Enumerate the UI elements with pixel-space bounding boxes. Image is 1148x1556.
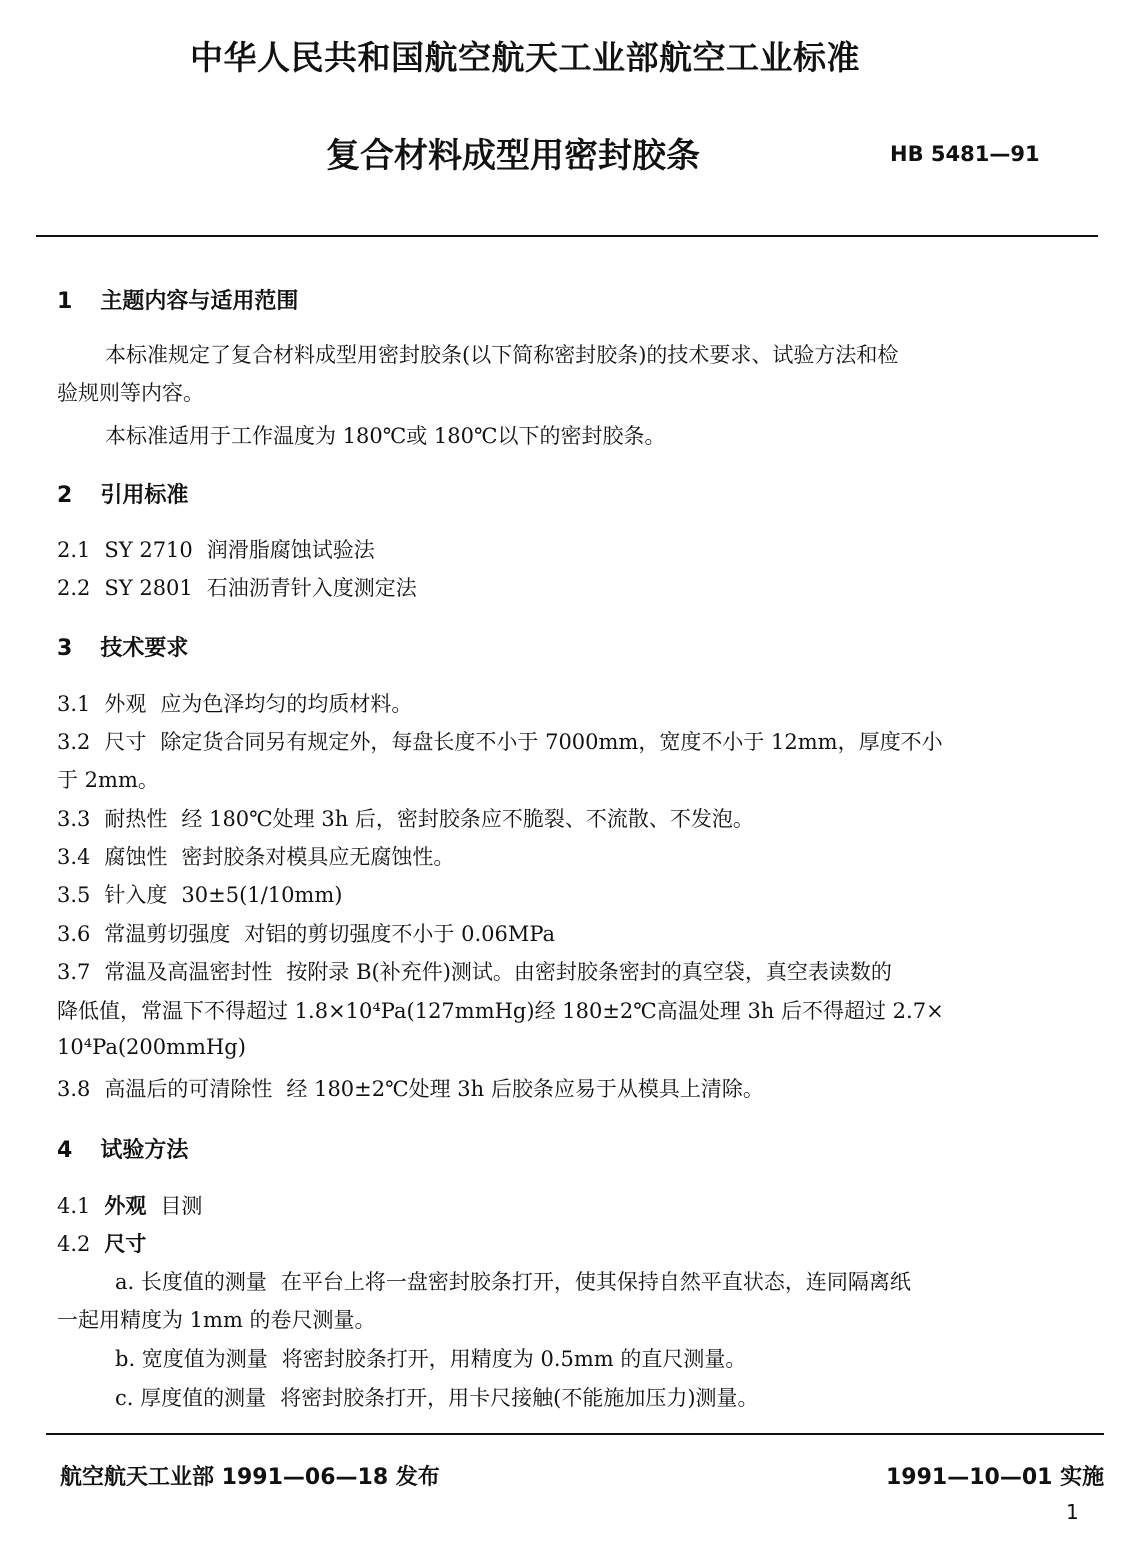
- section-4-heading: [57, 1133, 188, 1164]
- item-text: 按附录 B(补充件)测试。由密封胶条密封的真空袋，真空表读数的: [286, 960, 892, 984]
- issue-date: 航空航天工业部 1991—06—18 发布: [60, 1465, 440, 1490]
- effective-date: 1991—10—01 实施: [886, 1465, 1105, 1490]
- standard-code: HB 5481—91: [890, 142, 1040, 166]
- item-number: 3.2: [57, 730, 91, 754]
- item-number: 3.3: [57, 807, 91, 831]
- item-text: 除定货合同另有规定外，每盘长度不小于 7000mm，宽度不小于 12mm，厚度不小: [160, 730, 943, 754]
- reference-item: [57, 572, 417, 602]
- subitem-label: a. 长度值的测量: [115, 1270, 267, 1294]
- requirement-item: [57, 1073, 764, 1103]
- section-title: 技术要求: [100, 636, 189, 661]
- item-text: 应为色泽均匀的均质材料。: [160, 692, 413, 716]
- section-2-heading: [57, 478, 188, 509]
- subitem-label: c. 厚度值的测量: [115, 1386, 267, 1410]
- method-subitem: [115, 1343, 746, 1373]
- subitem-label: b. 宽度值为测量: [115, 1347, 268, 1371]
- item-label: 尺寸: [104, 730, 147, 754]
- item-text: 对铝的剪切强度不小于 0.06MPa: [244, 922, 556, 946]
- item-label: 耐热性: [104, 807, 168, 831]
- section-title: 试验方法: [100, 1138, 189, 1163]
- requirement-item: [57, 803, 754, 833]
- reference-name: 石油沥青针入度测定法: [206, 576, 417, 600]
- method-item: [57, 1190, 202, 1220]
- item-number: 2.1: [57, 538, 91, 562]
- paragraph-line: 本标准规定了复合材料成型用密封胶条(以下简称密封胶条)的技术要求、试验方法和检: [105, 343, 899, 367]
- requirement-continuation: 10⁴Pa(200mmHg): [57, 1035, 246, 1059]
- requirement-continuation: 于 2mm。: [57, 768, 159, 792]
- method-subitem: [115, 1382, 759, 1412]
- item-number: 3.7: [57, 960, 91, 984]
- item-number: 3.6: [57, 922, 91, 946]
- reference-name: 润滑脂腐蚀试验法: [206, 538, 375, 562]
- method-continuation: 一起用精度为 1mm 的卷尺测量。: [57, 1308, 376, 1332]
- item-label: 尺寸: [104, 1232, 147, 1256]
- item-text: 经 180±2℃处理 3h 后胶条应易于从模具上清除。: [286, 1077, 764, 1101]
- requirement-item: [57, 879, 342, 909]
- item-label: 常温剪切强度: [104, 922, 231, 946]
- item-label: 腐蚀性: [104, 845, 168, 869]
- page-number: 1: [1066, 1500, 1079, 1524]
- document-title: 复合材料成型用密封胶条: [326, 136, 700, 176]
- section-1-heading: [57, 284, 298, 315]
- item-number: 3.8: [57, 1077, 91, 1101]
- item-label: 针入度: [104, 883, 168, 907]
- standard-authority: 中华人民共和国航空航天工业部航空工业标准: [190, 38, 860, 77]
- method-item: [57, 1228, 146, 1258]
- item-number: 3.4: [57, 845, 91, 869]
- item-label: 高温后的可清除性: [104, 1077, 273, 1101]
- header-divider: [36, 235, 1098, 237]
- reference-item: [57, 534, 375, 564]
- requirement-item: [57, 918, 555, 948]
- method-subitem: [115, 1266, 911, 1296]
- section-number: 3: [57, 636, 73, 661]
- item-label: 常温及高温密封性: [104, 960, 273, 984]
- subitem-text: 将密封胶条打开，用卡尺接触(不能施加压力)测量。: [280, 1386, 759, 1410]
- subitem-text: 将密封胶条打开，用精度为 0.5mm 的直尺测量。: [281, 1347, 747, 1371]
- section-number: 4: [57, 1138, 73, 1163]
- requirement-item: [57, 688, 412, 718]
- section-title: 主题内容与适用范围: [100, 289, 299, 314]
- requirement-continuation: 降低值，常温下不得超过 1.8×10⁴Pa(127mmHg)经 180±2℃高温处理 3h 后不得超过 2.7×: [57, 999, 944, 1023]
- item-number: 2.2: [57, 576, 91, 600]
- reference-code: SY 2710: [104, 538, 193, 562]
- paragraph-line: 本标准适用于工作温度为 180℃或 180℃以下的密封胶条。: [105, 424, 666, 448]
- footer-divider: [46, 1433, 1104, 1435]
- item-label: 外观: [104, 1194, 147, 1218]
- item-number: 3.1: [57, 692, 91, 716]
- section-number: 1: [57, 289, 73, 314]
- section-3-heading: [57, 631, 188, 662]
- reference-code: SY 2801: [104, 576, 193, 600]
- item-number: 3.5: [57, 883, 91, 907]
- section-number: 2: [57, 483, 73, 508]
- item-text: 目测: [160, 1194, 203, 1218]
- paragraph-line: 验规则等内容。: [57, 381, 204, 405]
- subitem-text: 在平台上将一盘密封胶条打开，使其保持自然平直状态，连同隔离纸: [280, 1270, 911, 1294]
- item-text: 密封胶条对模具应无腐蚀性。: [181, 845, 455, 869]
- item-text: 经 180℃处理 3h 后，密封胶条应不脆裂、不流散、不发泡。: [181, 807, 754, 831]
- item-number: 4.1: [57, 1194, 91, 1218]
- requirement-item: [57, 841, 454, 871]
- requirement-item: [57, 956, 892, 986]
- section-title: 引用标准: [100, 483, 189, 508]
- item-text: 30±5(1/10mm): [181, 883, 343, 907]
- item-number: 4.2: [57, 1232, 91, 1256]
- requirement-item: [57, 726, 943, 756]
- item-label: 外观: [104, 692, 147, 716]
